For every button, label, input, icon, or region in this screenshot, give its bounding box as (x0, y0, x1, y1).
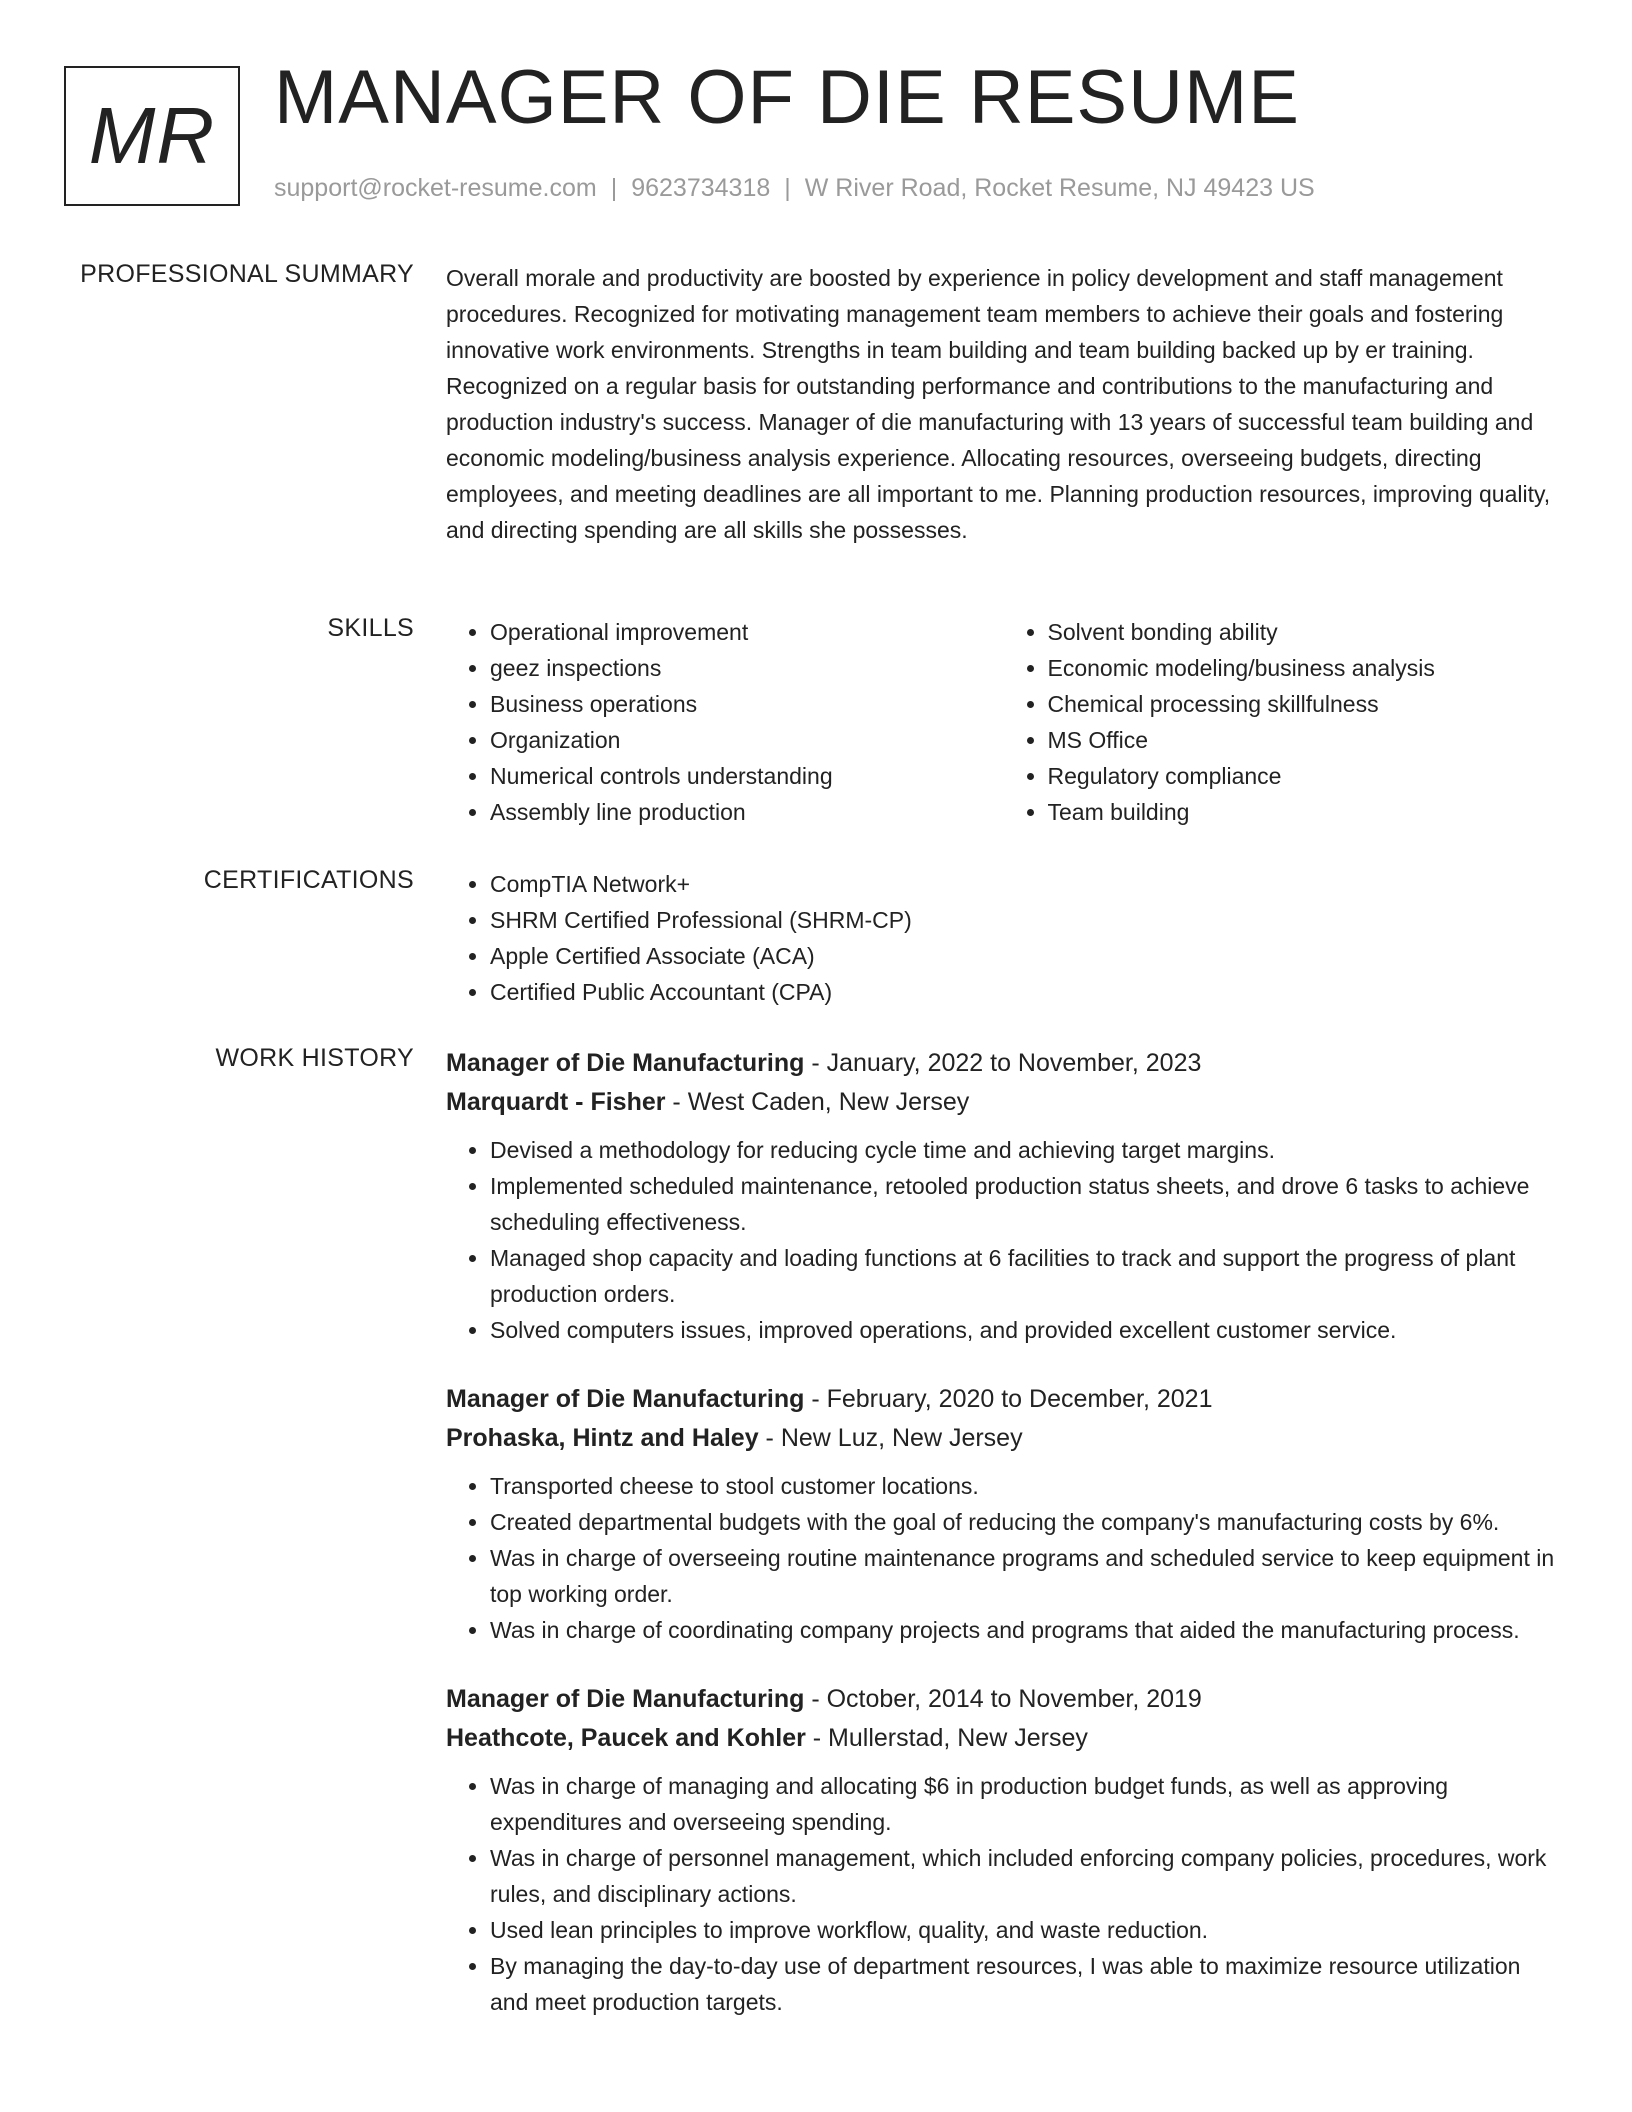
skill-item: • Operational improvement (490, 614, 1004, 650)
job-company: Prohaska, Hintz and Haley (446, 1424, 759, 1452)
skill-item: • MS Office (1048, 722, 1562, 758)
job-bullet: • Was in charge of coordinating company projects and programs that aided the manufacturing process. (490, 1612, 1561, 1648)
summary-heading: PROFESSIONAL SUMMARY (80, 260, 414, 288)
job-bullet: • By managing the day-to-day use of department resources, I was able to maximize resource utilization and meet production targets. (490, 1948, 1561, 2020)
skill-item: • Organization (490, 722, 1004, 758)
contact-separator: | (610, 174, 618, 202)
summary-body (446, 260, 1561, 548)
job-title-line (446, 1680, 1561, 1718)
certifications-body (446, 866, 1561, 1010)
certifications-heading: CERTIFICATIONS (203, 866, 414, 894)
job-entry (446, 1680, 1561, 2020)
contact-email: support@rocket-resume.com (274, 174, 597, 202)
skills-list-right (1004, 614, 1562, 830)
skill-item: • Economic modeling/business analysis (1048, 650, 1562, 686)
job-title: Manager of Die Manufacturing (446, 1049, 805, 1077)
skill-item: • Chemical processing skillfulness (1048, 686, 1562, 722)
work-history-body (446, 1044, 1561, 2052)
certification-item: • SHRM Certified Professional (SHRM-CP) (490, 902, 1561, 938)
resume-title: MANAGER OF DIE RESUME (274, 55, 1300, 140)
job-company-line (446, 1082, 1561, 1122)
job-bullets (446, 1132, 1561, 1348)
skill-item: • Solvent bonding ability (1048, 614, 1562, 650)
skill-item: • Numerical controls understanding (490, 758, 1004, 794)
job-company-line (446, 1418, 1561, 1458)
contact-line (274, 174, 1315, 203)
job-bullet: • Devised a methodology for reducing cycle time and achieving target margins. (490, 1132, 1561, 1168)
job-entry (446, 1044, 1561, 1348)
summary-text: Overall morale and productivity are boosted by experience in policy development and staff management procedures. Recognized for motivating management team members to achieve their goals and fostering innovative work environments. Strengths in team building and team building backed up by er training. Recognized on a regular basis for outstanding performance and contributions to the manufacturing and production industry's success. Manager of die manufacturing with 13 years of successful team building and economic modeling/business analysis experience. Allocating resources, overseeing budgets, directing employees, and meeting deadlines are all important to me. Planning production resources, improving quality, and directing spending are all skills she possesses. (446, 265, 1551, 543)
certification-item: • Certified Public Accountant (CPA) (490, 974, 1561, 1010)
skill-item: • Assembly line production (490, 794, 1004, 830)
job-title-line (446, 1044, 1561, 1082)
job-location: - Mullerstad, New Jersey (805, 1724, 1088, 1752)
job-title: Manager of Die Manufacturing (446, 1385, 805, 1413)
job-bullet: • Was in charge of overseeing routine maintenance programs and scheduled service to keep equipment in top working order. (490, 1540, 1561, 1612)
job-entry (446, 1380, 1561, 1648)
job-company: Heathcote, Paucek and Kohler (446, 1724, 806, 1752)
certification-item: • Apple Certified Associate (ACA) (490, 938, 1561, 974)
job-dates: - February, 2020 to December, 2021 (804, 1385, 1213, 1413)
job-bullet: • Solved computers issues, improved operations, and provided excellent customer service. (490, 1312, 1561, 1348)
job-location: - West Caden, New Jersey (665, 1088, 970, 1116)
job-bullet: • Transported cheese to stool customer locations. (490, 1468, 1561, 1504)
job-title: Manager of Die Manufacturing (446, 1685, 805, 1713)
job-company: Marquardt - Fisher (446, 1088, 666, 1116)
job-bullet: • Created departmental budgets with the goal of reducing the company's manufacturing costs by 6%. (490, 1504, 1561, 1540)
job-dates: - January, 2022 to November, 2023 (804, 1049, 1202, 1077)
skill-item: • Business operations (490, 686, 1004, 722)
job-bullets (446, 1468, 1561, 1648)
skill-item: • Regulatory compliance (1048, 758, 1562, 794)
job-bullet: • Used lean principles to improve workflow, quality, and waste reduction. (490, 1912, 1561, 1948)
job-bullets (446, 1768, 1561, 2020)
skill-item: • geez inspections (490, 650, 1004, 686)
skills-list-left (446, 614, 1004, 830)
job-company-line (446, 1718, 1561, 1758)
monogram-badge (64, 66, 240, 206)
contact-separator: | (784, 174, 791, 202)
job-bullet: • Was in charge of managing and allocating $6 in production budget funds, as well as approving expenditures and overseeing spending. (490, 1768, 1561, 1840)
skills-heading: SKILLS (327, 614, 414, 642)
certification-item: • CompTIA Network+ (490, 866, 1561, 902)
certifications-list (446, 866, 1561, 1010)
skills-body (446, 614, 1561, 830)
job-dates: - October, 2014 to November, 2019 (804, 1685, 1202, 1713)
job-title-line (446, 1380, 1561, 1418)
job-location: - New Luz, New Jersey (758, 1424, 1023, 1452)
contact-address: W River Road, Rocket Resume, NJ 49423 US (804, 174, 1315, 202)
job-bullet: • Managed shop capacity and loading functions at 6 facilities to track and support the progress of plant production orders. (490, 1240, 1561, 1312)
job-bullet: • Was in charge of personnel management, which included enforcing company policies, procedures, work rules, and disciplinary actions. (490, 1840, 1561, 1912)
job-bullet: • Implemented scheduled maintenance, retooled production status sheets, and drove 6 tasks to achieve scheduling effectiveness. (490, 1168, 1561, 1240)
contact-phone: 9623734318 (631, 174, 771, 202)
work-history-heading: WORK HISTORY (215, 1044, 414, 1072)
skill-item: • Team building (1048, 794, 1562, 830)
monogram-initials: MR (88, 91, 216, 180)
